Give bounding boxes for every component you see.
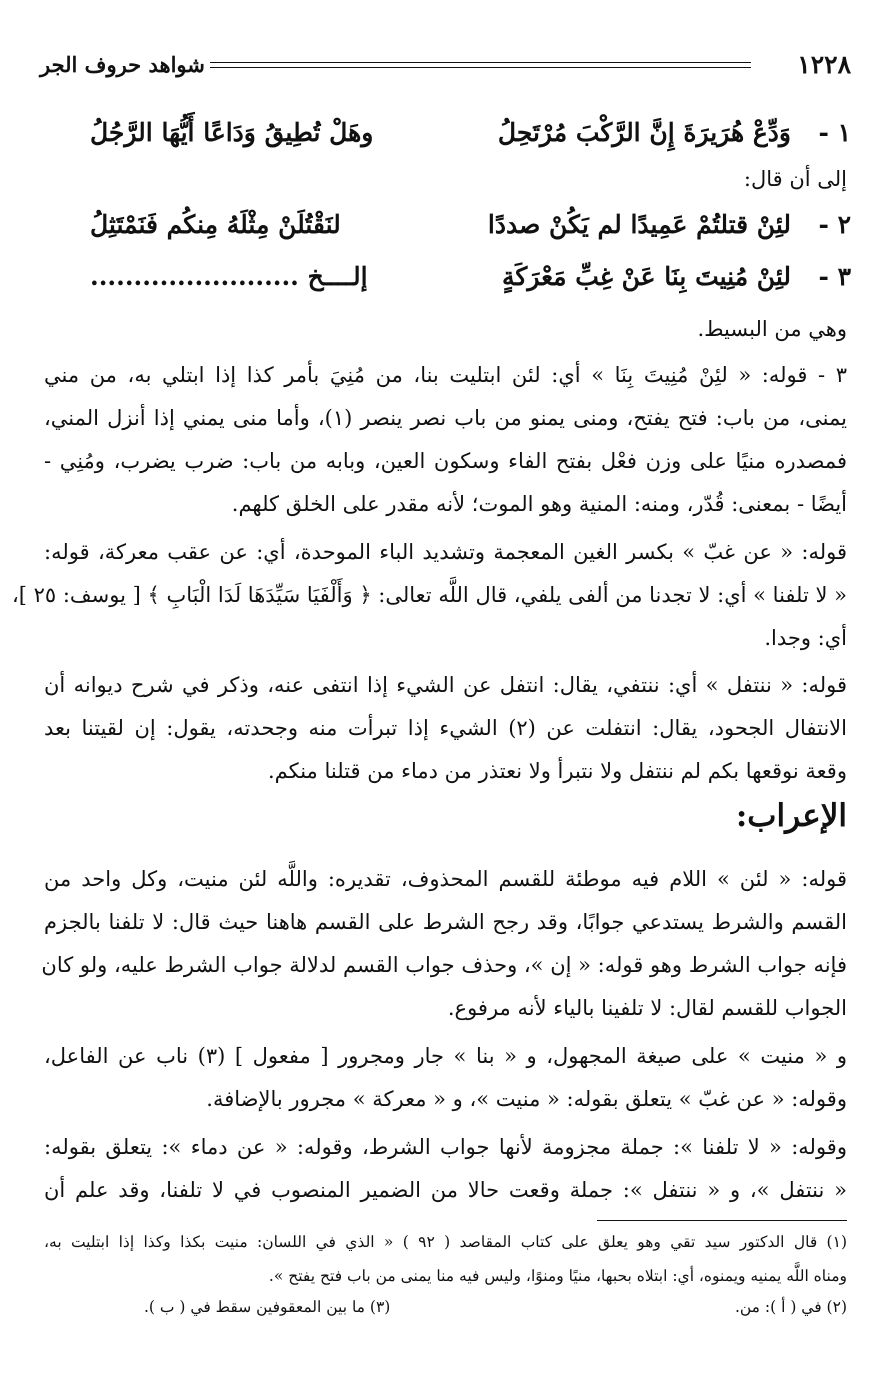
paragraph-line: قوله: « عن غبّ » بكسر الغين المعجمة وتشديد الباء الموحدة، أي: عن عقب معركة، قوله: (44, 540, 847, 564)
verse-3 (40, 262, 851, 302)
verse-first-hemistich: لئِنْ قتلتُمْ عَمِيدًا لم يَكُنْ صددًا (487, 210, 791, 239)
footnote-pair (44, 1298, 847, 1326)
section-title: الإعراب: (735, 798, 847, 834)
verse-number: ٣ - (818, 262, 851, 291)
paragraph-line: الجواب للقسم لقال: لا تلفينا بالياء لأنه مرفوع. (447, 996, 847, 1020)
footnote-2: (٢) في ( أ ): من. (734, 1298, 847, 1316)
paragraph-line: و « منيت » على صيغة المجهول، و « بنا » جار ومجرور [ مفعول ] (٣) ناب عن الفاعل، (44, 1044, 847, 1068)
footnote-line: ومناه اللَّه يمنيه ويمنوه، أي: ابتلاه بحبها، منيًا ومنوًا، وليس فيه منا يمنى من باب فتح يفتح ». (268, 1267, 847, 1285)
meter-note: وهي من البسيط. (697, 317, 847, 341)
verse-second-hemistich: لنَقْتُلَنْ مِثْلَهُ مِنكُم فَنَمْتَثِلُ (90, 210, 341, 239)
verse-number: ٢ - (818, 210, 851, 239)
paragraph-line: وقوله: « لا تلفنا »: جملة مجزومة لأنها جواب الشرط، وقوله: « عن دماء »: يتعلق بقوله: (44, 1135, 847, 1159)
footnote-line: (١) قال الدكتور سيد تقي وهو يعلق على كتاب المقاصد ( ٩٢ ) « الذي في اللسان: منيت بكذا وكذا إذا ابتليت به، (44, 1233, 847, 1251)
running-title: شواهد حروف الجر (40, 52, 205, 77)
verse-1 (40, 118, 851, 158)
verse-first-hemistich: وَدِّعْ هُرَيرَةَ إِنَّ الرَّكْبَ مُرْتَحِلُ (497, 118, 791, 147)
verse-second-hemistich: إلــــخ ........................ (90, 262, 368, 291)
paragraph-line: ٣ - قوله: « لئِنْ مُنِيتَ بِنَا » أي: لئن ابتليت بنا، من مُنِيَ بأمر كذا إذا ابتلي به، من مني (44, 363, 847, 387)
verse-second-hemistich: وهَلْ تُطِيقُ وَدَاعًا أَيُّهَا الرَّجُلُ (90, 118, 374, 147)
paragraph-line: « لا تلفنا » أي: لا تجدنا من ألفى يلفي، قال اللَّه تعالى: ﴿ وَأَلْفَيَا سَيِّدَهَا لَدَا الْبَابِ ﴾ [ يوسف: ٢٥ ]، (11, 583, 847, 607)
paragraph-line: القسم والشرط يستدعي جوابًا، وقد رجح الشرط على القسم هاهنا حيث قال: لا تلفنا بالجزم (44, 910, 847, 934)
paragraph-line: فإنه جواب الشرط وهو قوله: « إن »، وحذف جواب القسم لدلالة جواب الشرط عليه، ولو كان (41, 953, 847, 977)
paragraph-line: وقوله: « عن غبّ » يتعلق بقوله: « منيت »، و « معركة » مجرور بالإضافة. (206, 1087, 847, 1111)
paragraph-line: فمصدره منيًا على وزن فعْل بفتح الفاء وسكون العين، وبابه من باب: ضرب يضرب، ومُنِي - (44, 449, 847, 473)
paragraph-line: أي: وجدا. (764, 626, 847, 650)
footnote-3: (٣) ما بين المعقوفين سقط في ( ب ). (144, 1298, 391, 1316)
paragraph-line: الانتفال الجحود، يقال: انتفلت عن (٢) الشيء إذا تبرأت منه وجحدته، يقول: إن لقيتنا بعد (44, 716, 847, 740)
verse-intro: إلى أن قال: (743, 167, 847, 191)
paragraph-line: قوله: « ننتفل » أي: ننتفي، يقال: انتفل عن الشيء إذا انتفى عنه، وذكر في شرح ديوانه أن (44, 673, 847, 697)
paragraph-line: وقعة نوقعها بكم لم ننتفل ولا نتبرأ ولا نعتذر من دماء من قتلنا منكم. (267, 759, 847, 783)
verse-2 (40, 210, 851, 250)
paragraph-line: « ننتفل »، و « ننتفل »: جملة وقعت حالا من الضمير المنصوب في لا تلفنا، وقد علم أن (44, 1178, 847, 1202)
verse-first-hemistich: لئِنْ مُنِيتَ بِنَا عَنْ غِبِّ مَعْرَكَةٍ (502, 262, 791, 291)
verse-number: ١ - (818, 118, 851, 147)
paragraph-line: قوله: « لئن » اللام فيه موطئة للقسم المحذوف، تقديره: واللَّه لئن منيت، وكل واحد من (44, 867, 847, 891)
header-rule (210, 62, 751, 68)
page-number: ١٢٢٨ (797, 50, 851, 79)
footnote-rule (597, 1220, 847, 1221)
running-header (40, 50, 851, 84)
paragraph-line: أيضًا - بمعنى: قُدّر، ومنه: المنية وهو الموت؛ لأنه مقدر على الخلق كلهم. (231, 492, 847, 516)
paragraph-line: يمنى، من باب: فتح يفتح، ومنى يمنو من باب نصر ينصر (١)، وأما منى يمني إذا أنزل المني، (44, 406, 847, 430)
